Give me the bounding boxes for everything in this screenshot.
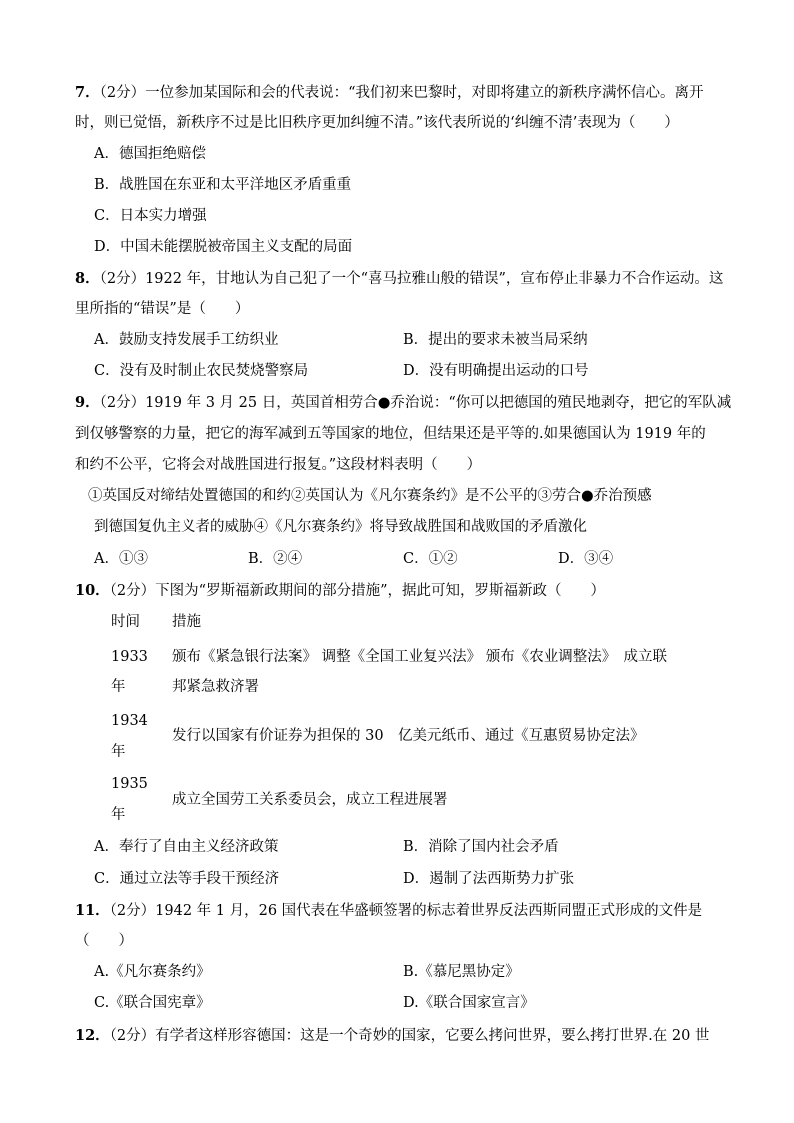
- q8-option-b: B．提出的要求未被当局采纳: [403, 332, 588, 348]
- q10-option-c: C．通过立法等手段干预经济: [94, 871, 280, 887]
- question-9-stem-line2: 到仅够警察的力量，把它的海军减到五等国家的地位，但结果还是平等的.如果德国认为 1919 年的: [75, 426, 706, 442]
- q11-option-d: D.《联合国家宣言》: [403, 995, 535, 1011]
- q11-option-b: B.《慕尼黑协定》: [403, 964, 520, 980]
- q9-statements-line2: 到德国复仇主义者的威胁④《凡尔赛条约》将导致战胜国和战败国的矛盾激化: [94, 519, 587, 535]
- q10-option-a: A．奉行了自由主义经济政策: [94, 839, 279, 855]
- table-row-1934-year: 1934: [111, 713, 148, 729]
- q9-option-b: B．②④: [248, 551, 303, 567]
- q9-option-c: C．①②: [403, 551, 458, 567]
- table-row-1934-measure: 发行以国家有价证券为担保的 30 亿美元纸币、通过《互惠贸易协定法》: [172, 728, 645, 744]
- question-12-stem-line1: [75, 1025, 709, 1047]
- table-row-1933-year: 1933: [111, 649, 148, 665]
- question-number: 8．: [75, 270, 100, 287]
- table-header-measure: 措施: [172, 614, 201, 630]
- q9-option-d: D．③④: [558, 551, 614, 567]
- q8-option-a: A．鼓励支持发展手工纺织业: [94, 332, 279, 348]
- q9-option-a: A．①③: [94, 551, 148, 567]
- question-text: （2分）有学者这样形容德国：这是一个奇妙的国家，它要么拷问世界，要么拷打世界.在 20 世: [109, 1028, 710, 1044]
- question-number: 10．: [75, 582, 110, 599]
- table-row-1933-unit: 年: [111, 679, 126, 695]
- q7-option-d: D．中国未能摆脱被帝国主义支配的局面: [94, 239, 353, 255]
- q11-option-a: A.《凡尔赛条约》: [94, 964, 211, 980]
- q9-statements-line1: ①英国反对缔结处置德国的和约②英国认为《凡尔赛条约》是不公平的③劳合●乔治预感: [88, 488, 652, 504]
- q8-option-c: C．没有及时制止农民焚烧警察局: [94, 363, 309, 379]
- table-row-1935-unit: 年: [111, 807, 126, 823]
- q11-option-c: C.《联合国宪章》: [94, 995, 211, 1011]
- table-row-1935-year: 1935: [111, 776, 148, 792]
- question-text: （2分）下图为“罗斯福新政期间的部分措施”，据此可知，罗斯福新政（ ）: [109, 583, 605, 599]
- q10-option-d: D．遏制了法西斯势力扩张: [403, 871, 575, 887]
- question-text: （2分）1919 年 3 月 25 日，英国首相劳合●乔治说：“你可以把德国的殖民地剥夺，把它的军队减: [99, 395, 732, 411]
- q7-option-c: C．日本实力增强: [94, 208, 207, 224]
- question-number: 9．: [75, 394, 100, 411]
- table-row-1935-measure: 成立全国劳工关系委员会，成立工程进展署: [172, 792, 448, 808]
- question-7-stem-line1: [75, 82, 703, 104]
- question-9-stem-line3: 和约不公平，它将会对战胜国进行报复。”这段材料表明（ ）: [75, 457, 482, 473]
- question-number: 11．: [75, 902, 110, 919]
- q10-option-b: B．消除了国内社会矛盾: [403, 839, 559, 855]
- question-10-stem-line1: [75, 580, 605, 602]
- question-8-stem-line2: 里所指的“错误”是（ ）: [75, 301, 250, 317]
- table-header-time: 时间: [111, 614, 140, 630]
- question-7-stem-line2: 时，则已觉悟，新秩序不过是比旧秩序更加纠缠不清。”该代表所说的‘纠缠不清’表现为（ ）: [75, 115, 679, 131]
- question-9-stem-line1: [75, 392, 731, 414]
- table-row-1933-measure-line2: 邦紧急救济署: [172, 679, 259, 695]
- question-11-stem-line1: [75, 900, 702, 922]
- q7-option-a: A．德国拒绝赔偿: [94, 146, 206, 162]
- q8-option-d: D．没有明确提出运动的口号: [403, 363, 589, 379]
- question-text: （2分）1942 年 1 月，26 国代表在华盛顿签署的标志着世界反法西斯同盟正式形成的文件是: [109, 903, 703, 919]
- question-8-stem-line1: [75, 268, 723, 290]
- question-11-stem-line2: （ ）: [75, 933, 133, 949]
- question-number: 7．: [75, 84, 100, 101]
- table-row-1933-measure-line1: 颁布《紧急银行法案》 调整《全国工业复兴法》 颁布《农业调整法》 成立联: [172, 649, 667, 665]
- question-text: （2分）一位参加某国际和会的代表说：“我们初来巴黎时，对即将建立的新秩序满怀信心。离开: [99, 85, 704, 101]
- q7-option-b: B．战胜国在东亚和太平洋地区矛盾重重: [94, 177, 352, 193]
- question-text: （2分）1922 年，甘地认为自己犯了一个“喜马拉雅山般的错误”，宣布停止非暴力不合作运动。这: [99, 271, 724, 287]
- question-number: 12．: [75, 1027, 110, 1044]
- table-row-1934-unit: 年: [111, 744, 126, 760]
